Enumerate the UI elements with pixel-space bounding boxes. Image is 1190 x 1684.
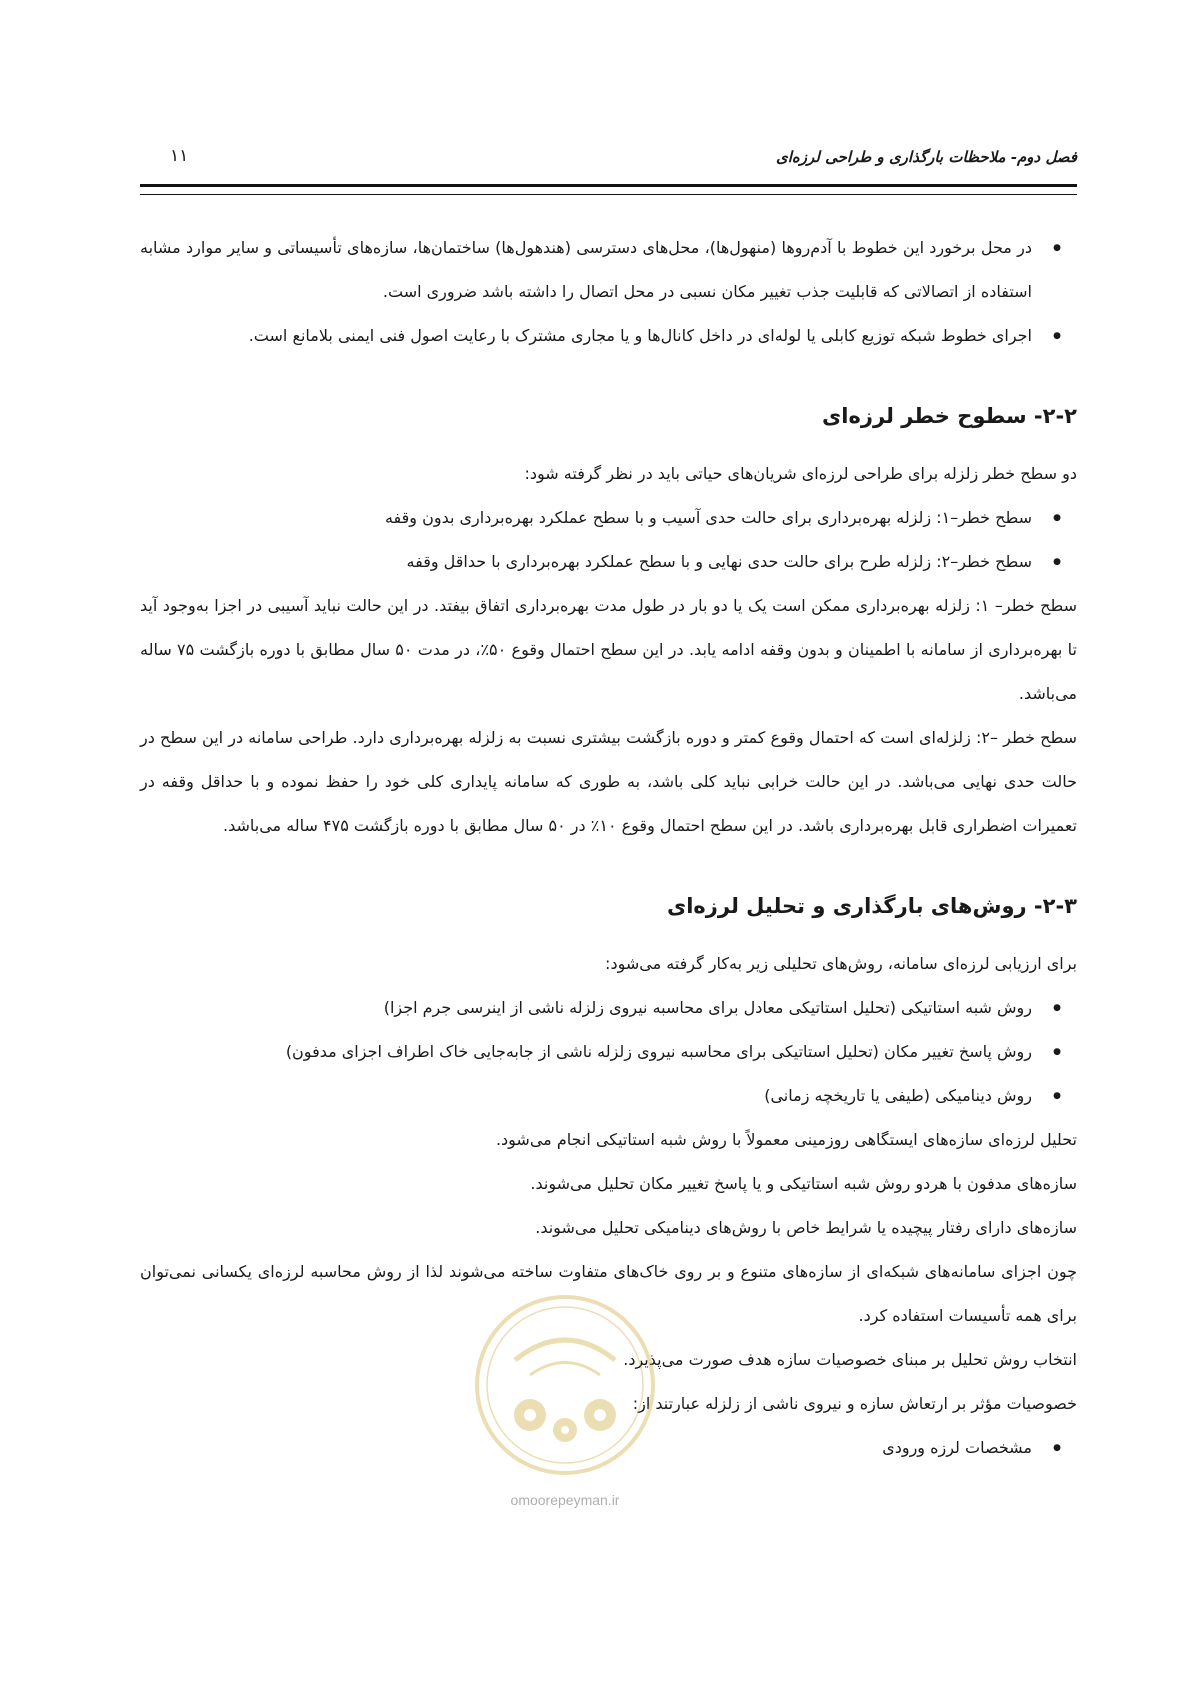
page-header <box>140 138 1077 184</box>
analysis-method-item: ● روش شبه استاتیکی (تحلیل استاتیکی معادل برای محاسبه نیروی زلزله ناشی از اینرسی جرم اجزا) <box>140 986 1077 1030</box>
section-2-3-intro: برای ارزیابی لرزه‌ای سامانه، روش‌های تحلیلی زیر به‌کار گرفته می‌شود: <box>605 954 1077 973</box>
hazard-level-2-paragraph: سطح خطر –۲: زلزله‌ای است که احتمال وقوع کمتر و دوره بازگشت بیشتری نسبت به زلزله بهره‌برداری دارد. طراحی سامانه در این سطح در حالت حدی نهایی می‌باشد. در این حالت خرابی نباید کلی باشد، به طوری که سامانه پایداری کلی خود را حفظ نموده و با حداقل وقفه در تعمیرات اضطراری قابل بهره‌برداری باشد. در این سطح احتمال وقوع ۱۰٪ در ۵۰ سال مطابق با دوره بازگشت ۴۷۵ ساله می‌باشد. <box>140 728 1078 835</box>
intro-bullet: ● اجرای خطوط شبکه توزیع کابلی یا لوله‌ای در داخل کانال‌ها و یا مجاری مشترک با رعایت اصول فنی ایمنی بلامانع است. <box>140 314 1077 358</box>
intro-bullet-list <box>140 226 1077 358</box>
header-rule <box>140 184 1077 195</box>
analysis-line: تحلیل لرزه‌ای سازه‌های ایستگاهی روزمینی معمولاً با روش شبه استاتیکی انجام می‌شود. <box>495 1130 1077 1149</box>
analysis-line: سازه‌های دارای رفتار پیچیده یا شرایط خاص با روش‌های دینامیکی تحلیل می‌شوند. <box>535 1218 1077 1237</box>
analysis-method-list <box>140 986 1077 1118</box>
watermark-text: omoorepeyman.ir <box>510 1492 620 1508</box>
watermark-logo <box>470 1290 660 1480</box>
hazard-level-item: ● سطح خطر–۱: زلزله بهره‌برداری برای حالت حدی آسیب و با سطح عملکرد بهره‌برداری بدون وقفه <box>140 496 1077 540</box>
page-number: ۱۱ <box>170 146 189 166</box>
hazard-level-1-paragraph: سطح خطر– ۱: زلزله بهره‌برداری ممکن است یک یا دو بار در طول مدت بهره‌برداری اتفاق بیفتد. در این حالت نباید آسیبی در اجزا به‌وجود آید تا بهره‌برداری از سامانه با اطمینان و بدون وقفه ادامه یابد. در این سطح احتمال وقوع ۵۰٪، در مدت ۵۰ سال مطابق با دوره بازگشت ۷۵ ساله می‌باشد. <box>140 596 1078 703</box>
section-title-2-3: ۲-۳- روش‌های بارگذاری و تحلیل لرزه‌ای <box>666 894 1077 918</box>
section-title-2-2: ۲-۲- سطوح خطر لرزه‌ای <box>822 404 1077 428</box>
method-selection-line: انتخاب روش تحلیل بر مبنای خصوصیات سازه هدف صورت می‌پذیرد. <box>623 1350 1077 1369</box>
hazard-level-list <box>140 496 1077 584</box>
effective-factors-line: خصوصیات مؤثر بر ارتعاش سازه و نیروی ناشی از زلزله عبارتند از: <box>632 1394 1077 1413</box>
hazard-level-item: ● سطح خطر–۲: زلزله طرح برای حالت حدی نهایی و با سطح عملکرد بهره‌برداری با حداقل وقفه <box>140 540 1077 584</box>
analysis-line: سازه‌های مدفون با هردو روش شبه استاتیکی و یا پاسخ تغییر مکان تحلیل می‌شوند. <box>530 1174 1077 1193</box>
analysis-method-item: ● روش پاسخ تغییر مکان (تحلیل استاتیکی برای محاسبه نیروی زلزله ناشی از جابه‌جایی خاک اطراف اجزای مدفون) <box>140 1030 1077 1074</box>
chapter-title: فصل دوم- ملاحظات بارگذاری و طراحی لرزه‌ای <box>776 148 1077 166</box>
network-components-paragraph: چون اجزای سامانه‌های شبکه‌ای از سازه‌های متنوع و بر روی خاک‌های متفاوت ساخته می‌شوند لذا از روش محاسبه لرزه‌ای یکسانی نمی‌توان برای همه تأسیسات استفاده کرد. <box>140 1262 1077 1325</box>
page-content <box>140 226 1077 1470</box>
analysis-method-item: ● روش دینامیکی (طیفی یا تاریخچه زمانی) <box>140 1074 1077 1118</box>
intro-bullet: ● در محل برخورد این خطوط با آدم‌روها (منهول‌ها)، محل‌های دسترسی (هندهول‌ها) ساختمان‌ها، سازه‌های تأسیساتی و سایر موارد مشابه استفاده از اتصالاتی که قابلیت جذب تغییر مکان نسبی در محل اتصال را داشته باشد ضروری است. <box>140 226 1077 314</box>
section-2-2-intro: دو سطح خطر زلزله برای طراحی لرزه‌ای شریان‌های حیاتی باید در نظر گرفته شود: <box>524 464 1077 483</box>
factor-item: ● مشخصات لرزه ورودی <box>140 1426 1077 1470</box>
